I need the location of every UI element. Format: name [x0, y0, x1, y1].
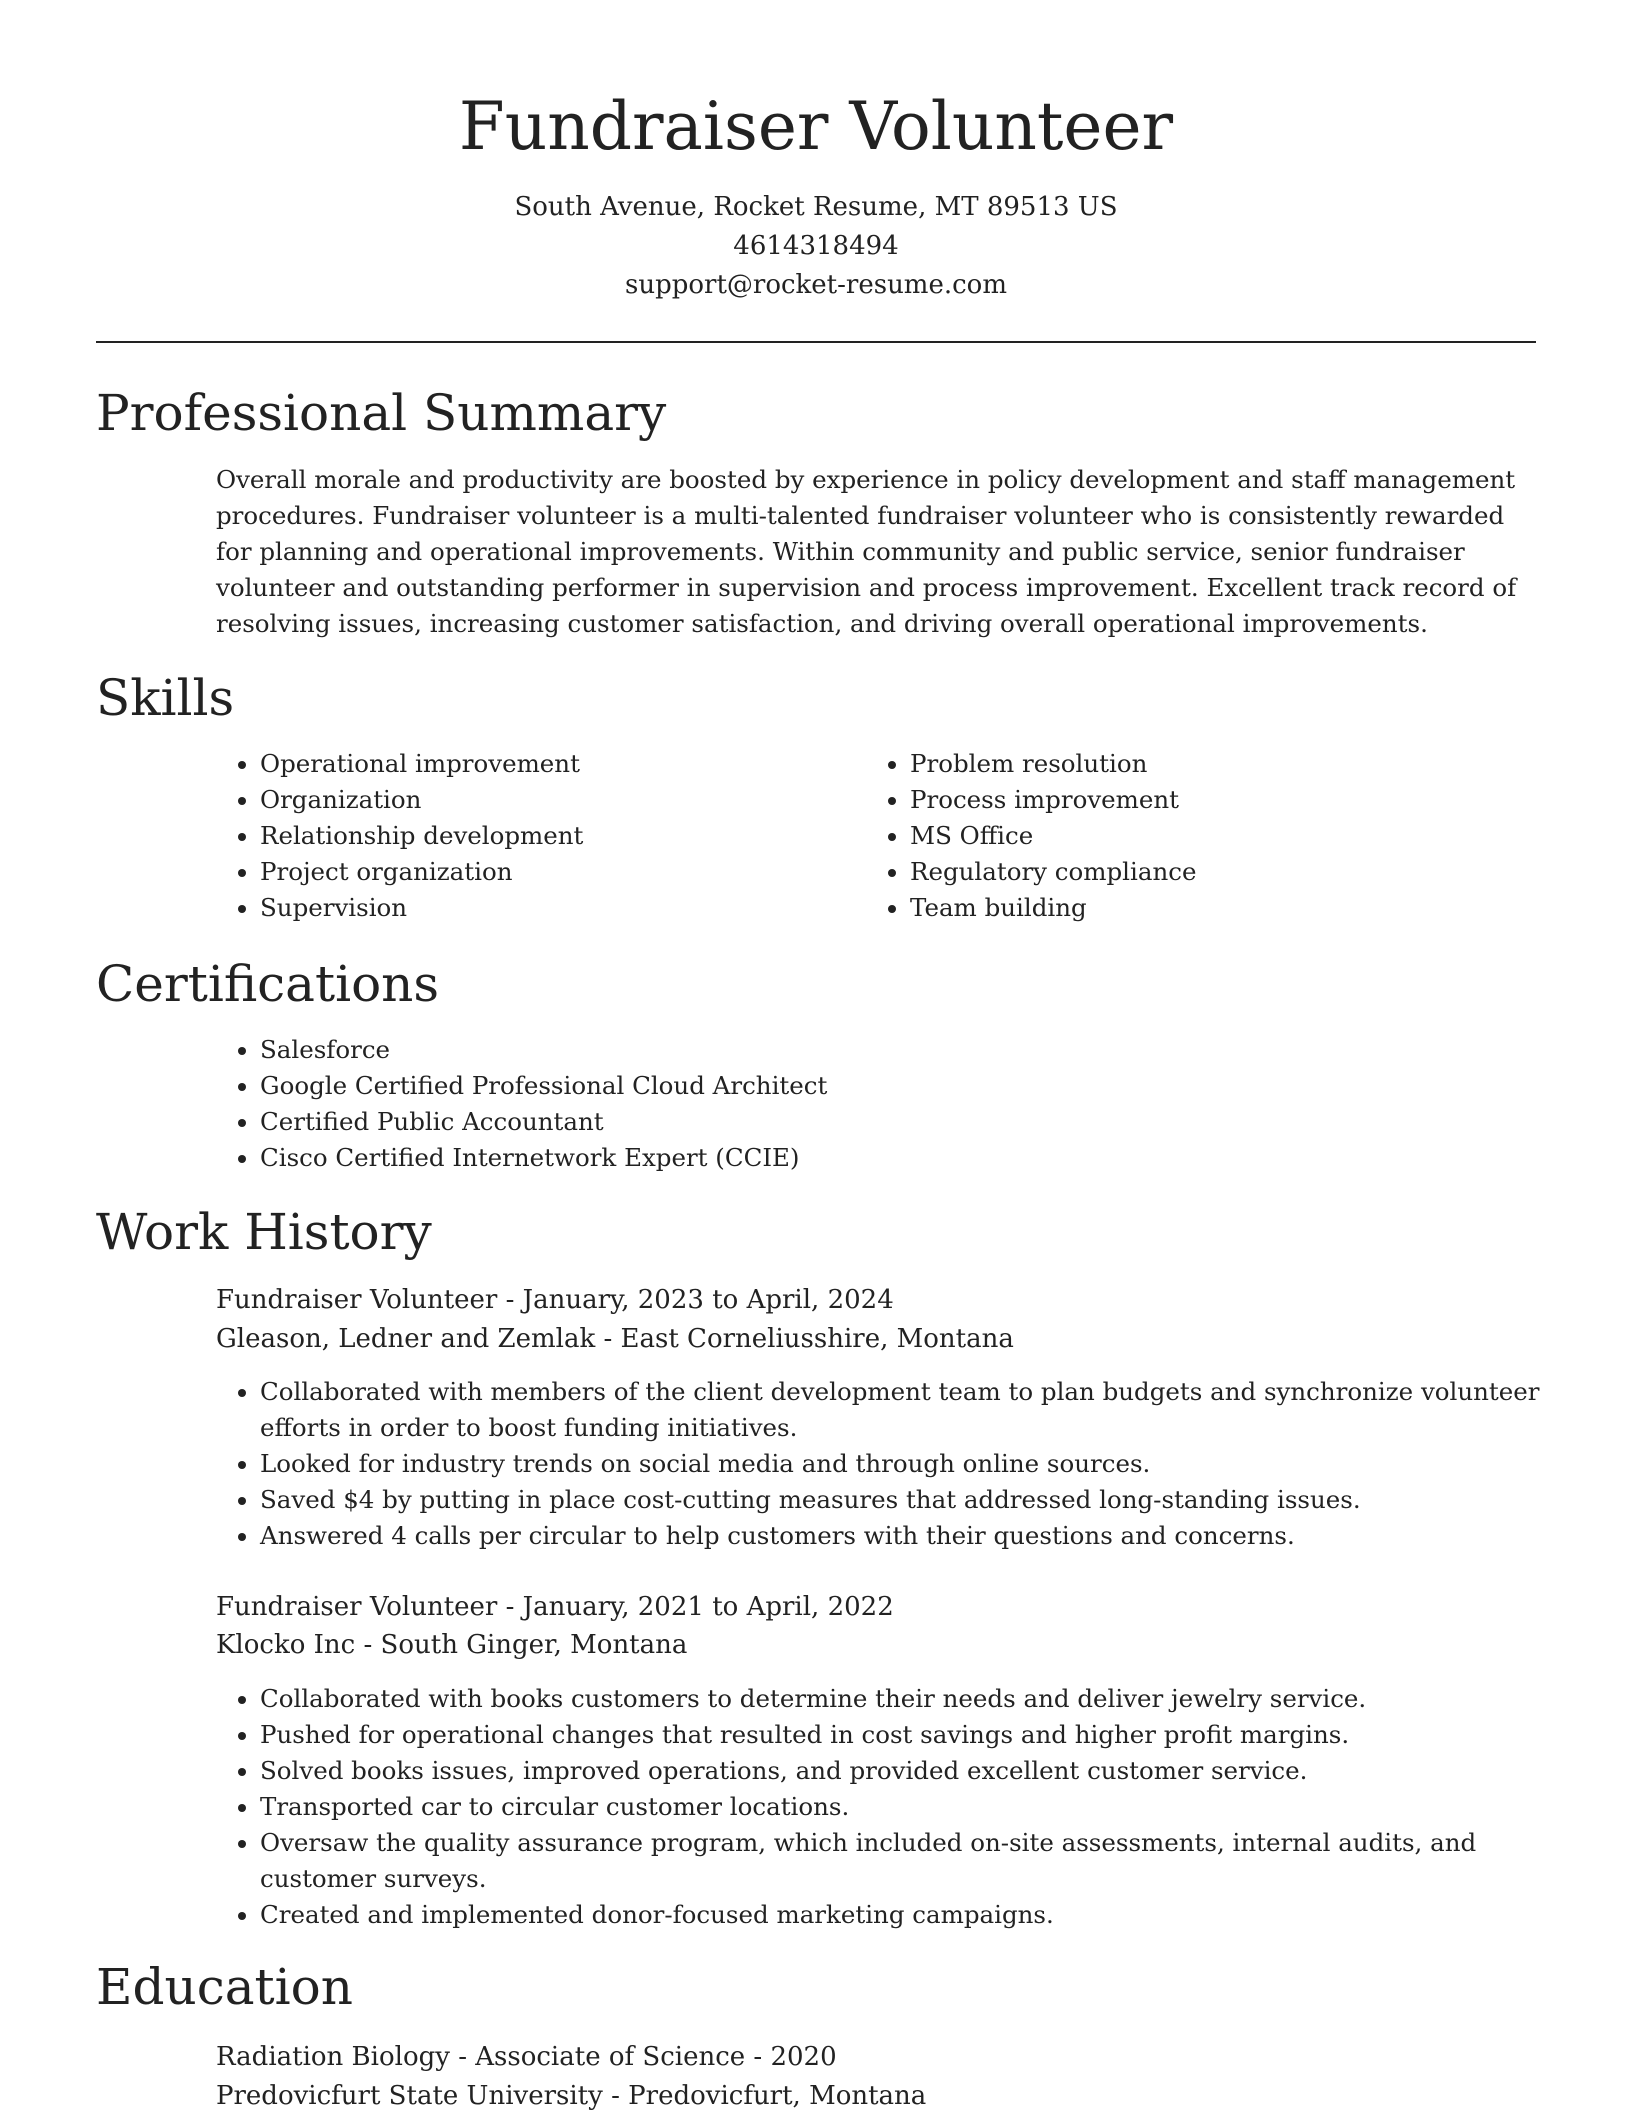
skill-item: • Regulatory compliance [910, 854, 1550, 890]
contact-email: support@rocket-resume.com [624, 270, 1007, 300]
candidate-name: Fundraiser Volunteer [458, 88, 1174, 165]
education-degree-line [216, 2038, 837, 2077]
job-bullet: • Pushed for operational changes that resulted in cost savings and higher profit margins. [260, 1717, 1580, 1753]
skill-item: • Supervision [260, 890, 860, 926]
skill-item: • MS Office [910, 818, 1550, 854]
skill-item: • Team building [910, 890, 1550, 926]
job-company: Gleason, Ledner and Zemlak [216, 1324, 596, 1354]
certifications-heading: Certifications [96, 955, 440, 1013]
degree-field: Radiation Biology [216, 2042, 450, 2072]
job-bullet: • Collaborated with books customers to determine their needs and deliver jewelry service. [260, 1681, 1580, 1717]
job-location: - East Corneliusshire, Montana [595, 1324, 1014, 1354]
contact-address: South Avenue, Rocket Resume, MT 89513 US [514, 192, 1118, 222]
certification-item: • Cisco Certified Internetwork Expert (CCIE) [260, 1140, 1580, 1176]
certification-item: • Certified Public Accountant [260, 1104, 1580, 1140]
certification-item: • Salesforce [260, 1032, 1580, 1068]
skills-list-left [216, 746, 860, 926]
skills-list-right [866, 746, 1550, 926]
resume-header [0, 0, 1632, 305]
job-bullet: • Looked for industry trends on social media and through online sources. [260, 1446, 1580, 1482]
contact-phone: 4614318494 [733, 231, 899, 261]
education-school-line [216, 2077, 926, 2116]
education-heading: Education [96, 1958, 353, 2016]
job-bullet: • Created and implemented donor-focused marketing campaigns. [260, 1897, 1580, 1933]
certification-item: • Google Certified Professional Cloud Architect [260, 1068, 1580, 1104]
job-dates: - January, 2021 to April, 2022 [497, 1592, 894, 1622]
job-2-company-line [216, 1626, 687, 1665]
job-bullet: • Answered 4 calls per circular to help customers with their questions and concerns. [260, 1518, 1580, 1554]
job-1-title-line [216, 1281, 894, 1320]
skill-item: • Project organization [260, 854, 860, 890]
summary-heading: Professional Summary [96, 384, 667, 442]
work-history-heading: Work History [96, 1203, 432, 1261]
job-title: Fundraiser Volunteer [216, 1285, 498, 1315]
header-divider [96, 341, 1536, 343]
school-name: Predovicfurt State University [216, 2081, 603, 2111]
job-location: - South Ginger, Montana [355, 1630, 688, 1660]
skill-item: • Operational improvement [260, 746, 860, 782]
degree-type: - Associate of Science - 2020 [449, 2042, 837, 2072]
skill-item: • Organization [260, 782, 860, 818]
job-company: Klocko Inc [216, 1630, 356, 1660]
job-bullet: • Saved $4 by putting in place cost-cutting measures that addressed long-standing issues. [260, 1482, 1580, 1518]
certifications-list [216, 1032, 1580, 1176]
job-bullet: • Collaborated with members of the client development team to plan budgets and synchronize volunteer efforts in order to boost funding initiatives. [260, 1374, 1580, 1446]
contact-info [0, 188, 1632, 305]
job-dates: - January, 2023 to April, 2024 [497, 1285, 894, 1315]
job-1-bullets [216, 1374, 1580, 1554]
job-bullet: • Transported car to circular customer locations. [260, 1789, 1580, 1825]
job-title: Fundraiser Volunteer [216, 1592, 498, 1622]
school-location: - Predovicfurt, Montana [602, 2081, 927, 2111]
job-2-title-line [216, 1588, 894, 1627]
job-bullet: • Solved books issues, improved operations, and provided excellent customer service. [260, 1753, 1580, 1789]
skill-item: • Process improvement [910, 782, 1550, 818]
summary-text: Overall morale and productivity are boosted by experience in policy development and staff management procedures. Fundraiser volunteer is a multi-talented fundraiser volunteer who is consistently rewarded for planning and operational improvements. Within community and public service, senior fundraiser volunteer and outstanding performer in supervision and process improvement. Excellent track record of resolving issues, increasing customer satisfaction, and driving overall operational improvements. [216, 465, 1517, 638]
job-1-company-line [216, 1320, 1014, 1359]
job-bullet: • Oversaw the quality assurance program, which included on-site assessments, internal audits, and customer surveys. [260, 1825, 1580, 1897]
skill-item: • Problem resolution [910, 746, 1550, 782]
job-2-bullets [216, 1681, 1580, 1933]
skill-item: • Relationship development [260, 818, 860, 854]
skills-heading: Skills [96, 669, 235, 727]
